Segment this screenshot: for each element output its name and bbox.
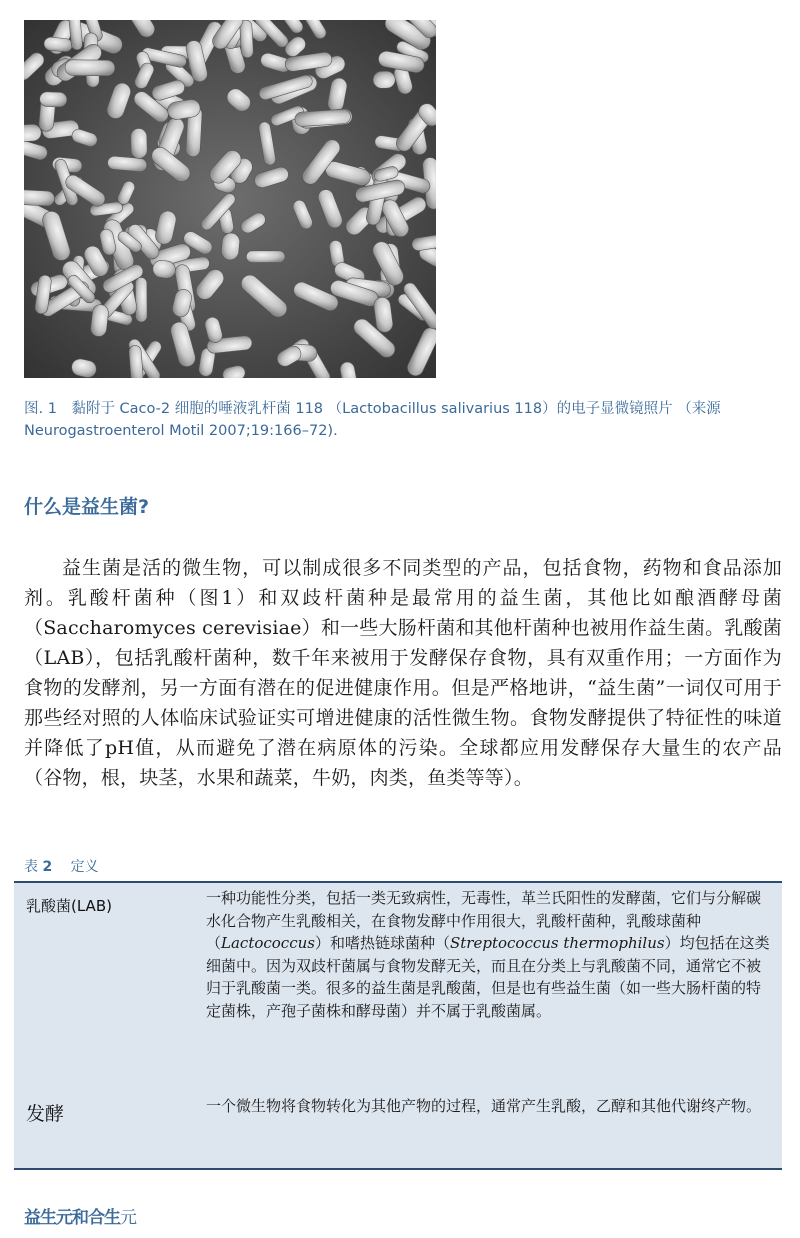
definition-lab: 一种功能性分类，包括一类无致病性，无毒性，革兰氏阳性的发酵菌，它们与分解碳水化合物产生乳酸相关，在食物发酵中作用很大，乳酸杆菌种，乳酸球菌种（Lactococcus）和嗜热链球菌种（Streptococcus thermophilus）均包括在这类细菌中。因为双歧杆菌属与食物发酵无关，而且在分类上与乳酸菌不同，通常它不被归于乳酸菌一类。很多的益生菌是乳酸菌，但是也有些益生菌（如一些大肠杆菌的特定菌株，产孢子菌株和酵母菌）并不属于乳酸菌属。 xyxy=(206,889,770,1020)
definitions-table xyxy=(14,881,782,1170)
bacterium-rod xyxy=(131,128,148,158)
bacterium-rod xyxy=(239,20,253,58)
body-paragraph: 益生菌是活的微生物，可以制成很多不同类型的产品，包括食物，药物和食品添加剂。乳酸杆菌种（图1）和双歧杆菌种是最常用的益生菌，其他比如酿酒酵母菌（Saccharomyces cerevisiae）和一些大肠杆菌和其他杆菌种也被用作益生菌。乳酸菌（LAB），包括乳酸杆菌种，数千年来被用于发酵保存食物，具有双重作用；一方面作为食物的发酵剂，另一方面有潜在的促进健康作用。但是严格地讲，“益生菌”一词仅可用于那些经对照的人体临床试验证实可增进健康的活性微生物。食物发酵提供了特征性的味道并降低了pH值，从而避免了潜在病原体的污染。全球都应用发酵保存大量生的农产品（谷物，根，块茎，水果和蔬菜，牛奶，肉类，鱼类等等）。 xyxy=(24,557,782,789)
bacterium-rod xyxy=(128,345,143,378)
bacterium-rod xyxy=(135,277,147,321)
bacterium-rod xyxy=(65,60,115,76)
table-title xyxy=(24,856,99,876)
definition-fermentation: 一个微生物将食物转化为其他产物的过程，通常产生乳酸，乙醇和其他代谢终产物。 xyxy=(206,1097,762,1115)
section-heading: 什么是益生菌? xyxy=(24,496,150,518)
term-lab: 乳酸菌(LAB) xyxy=(26,897,112,915)
bacterium-rod xyxy=(43,37,72,53)
term-fermentation: 发酵 xyxy=(26,1103,65,1125)
bacterium-rod xyxy=(39,92,67,108)
bacterium-rod xyxy=(246,251,285,263)
micrograph-image xyxy=(24,20,436,378)
figure-caption: 图. 1 黏附于 Caco-2 细胞的唾液乳杆菌 118 （Lactobacillus salivarius 118）的电子显微镜照片 （来源 Neurogastroenterol Motil 2007;19:166–72). xyxy=(24,401,721,439)
micrograph-figure xyxy=(24,20,436,378)
bacterium-rod xyxy=(373,71,395,88)
bacterium-rod xyxy=(24,190,55,207)
footer-brand: 益生元和合生元 xyxy=(24,1208,136,1228)
table-label: 表 xyxy=(24,859,38,875)
table-name: 定义 xyxy=(70,859,99,875)
table-number: 2 xyxy=(42,859,53,875)
